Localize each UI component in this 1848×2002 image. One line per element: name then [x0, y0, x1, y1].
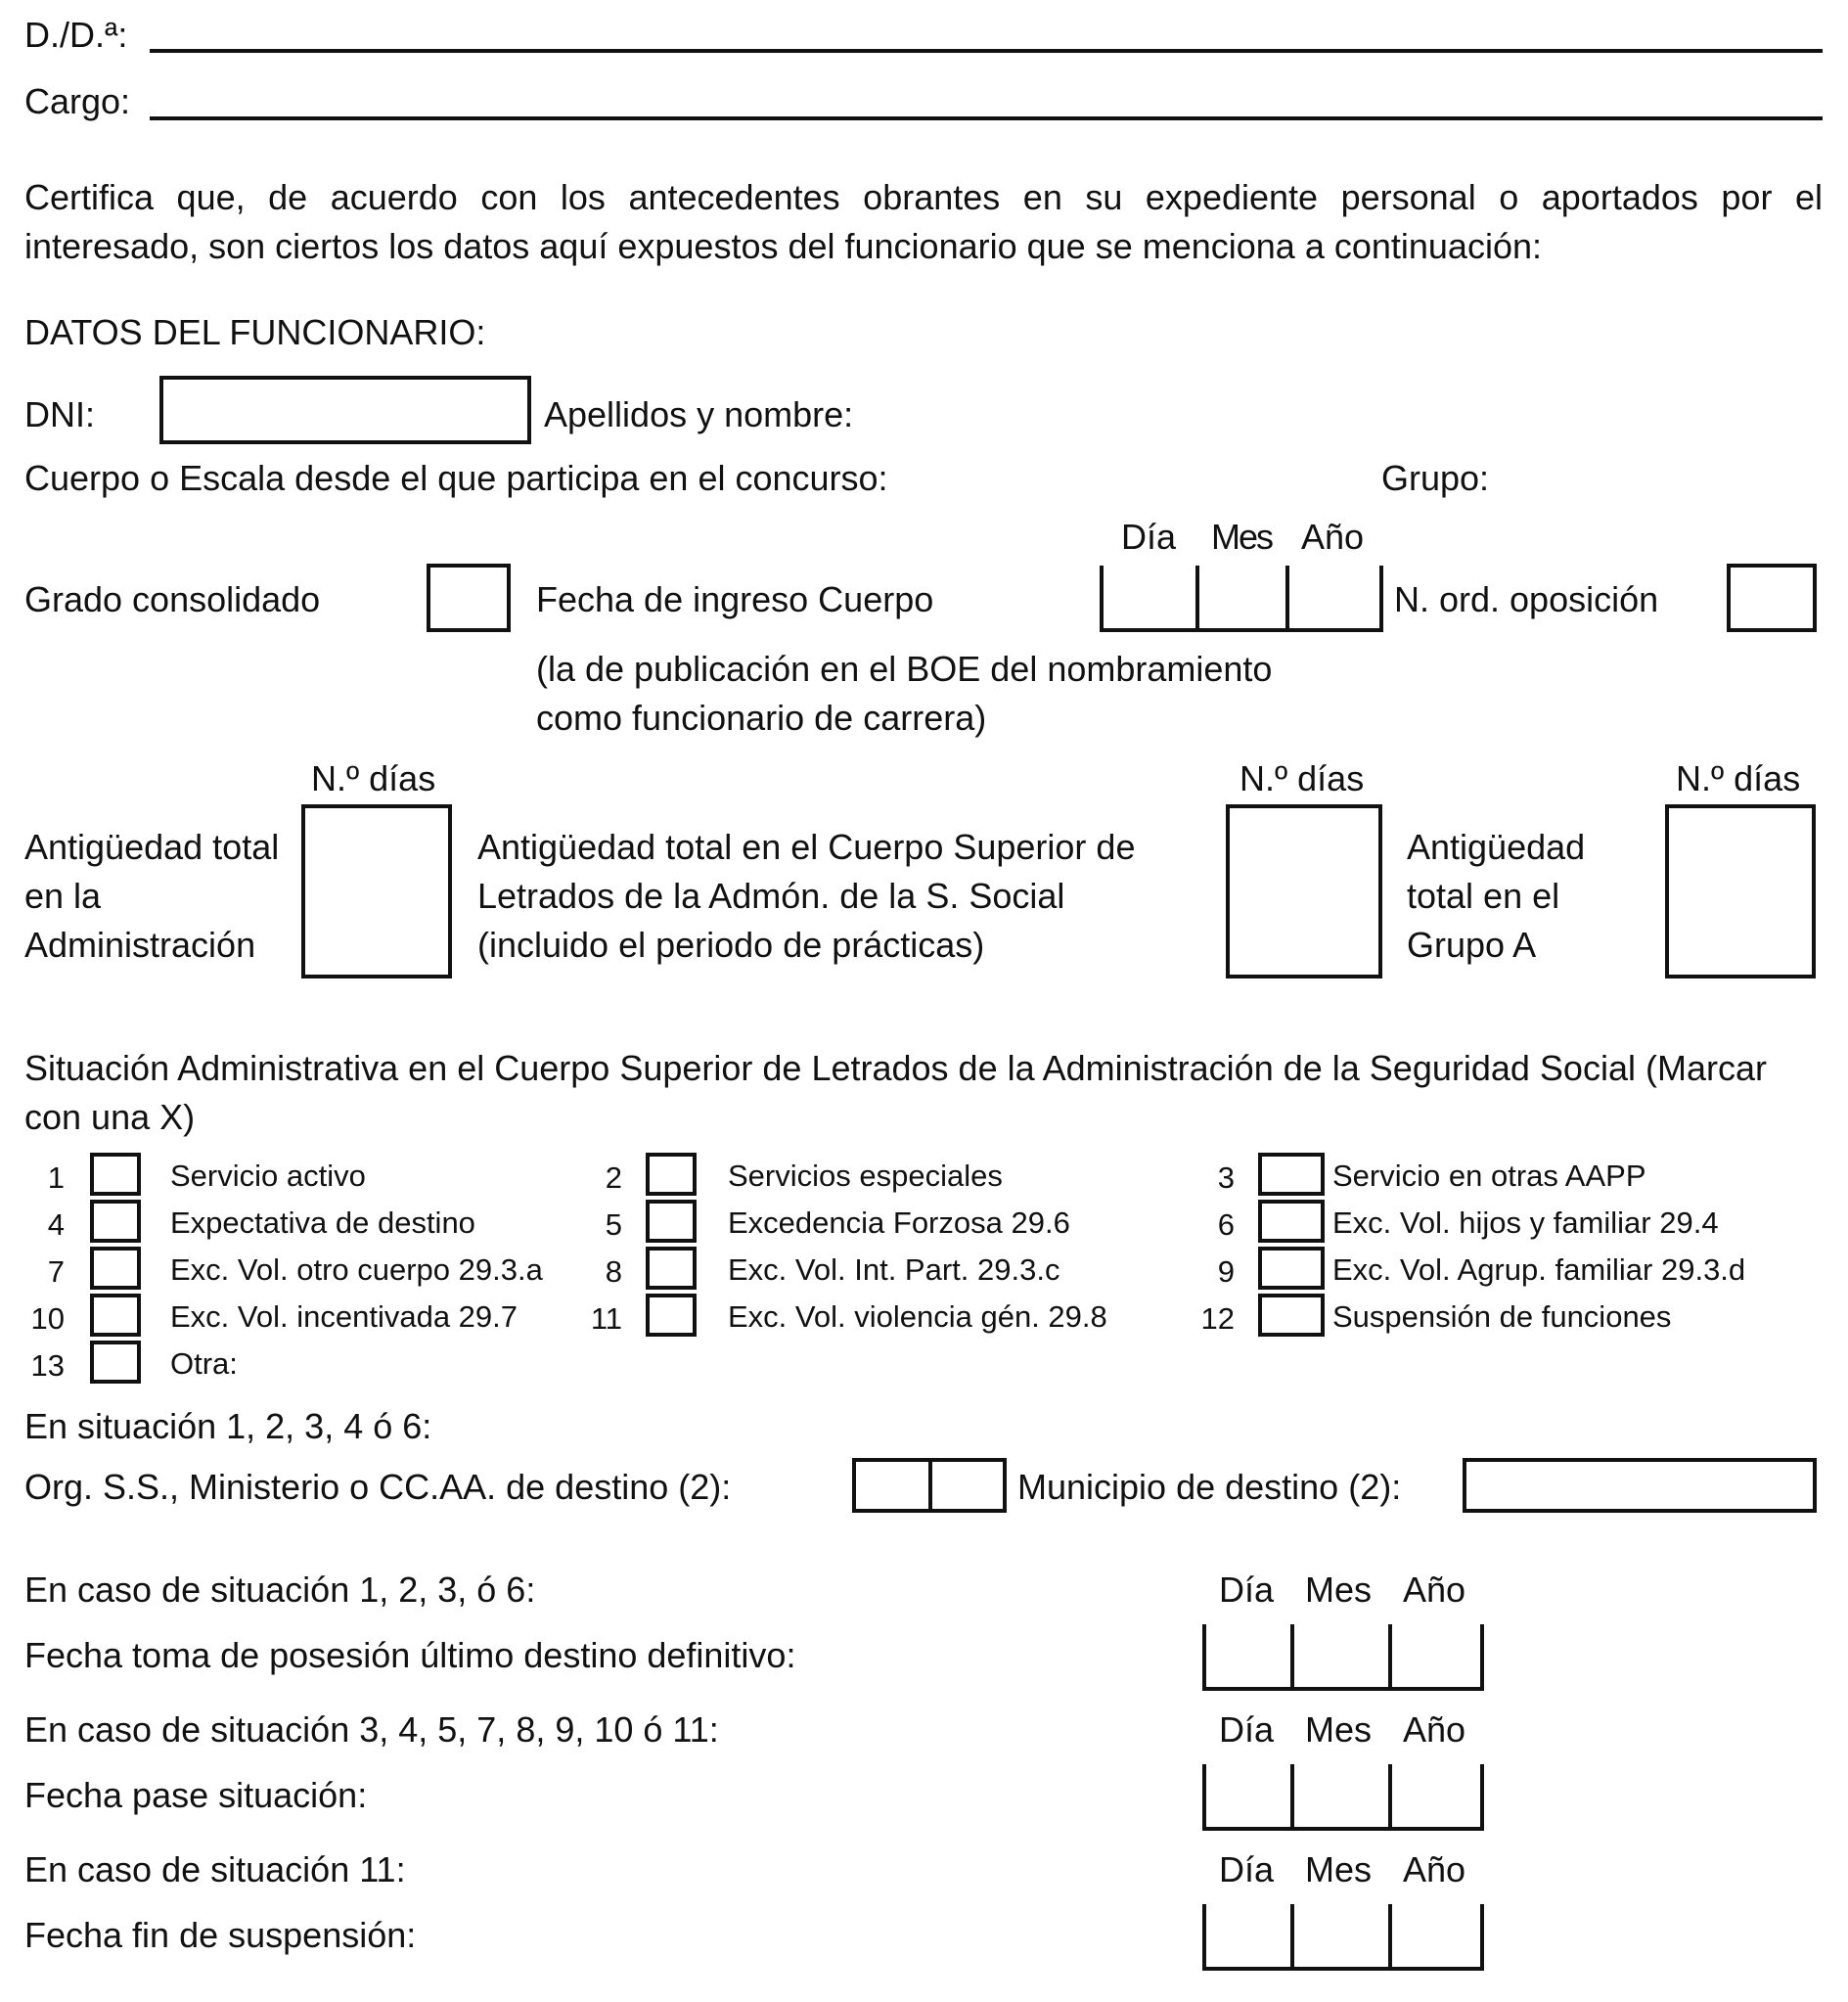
option-number: 7	[47, 1254, 65, 1289]
ingreso-dia-heading: Día	[1121, 517, 1177, 557]
grupo-label: Grupo:	[1381, 458, 1490, 498]
option-label: Exc. Vol. hijos y familiar 29.4	[1332, 1206, 1719, 1240]
option-label: Exc. Vol. incentivada 29.7	[170, 1299, 518, 1334]
option-checkbox[interactable]	[1258, 1247, 1325, 1290]
option-checkbox[interactable]	[90, 1153, 141, 1196]
fecha2-mes-heading: Mes	[1305, 1709, 1373, 1750]
situacion-title-1: Situación Administrativa en el Cuerpo Superior de Letrados de la Administración de la Seguridad Social (Marcar	[24, 1048, 1767, 1088]
apellidos-label: Apellidos y nombre:	[544, 394, 854, 434]
option-label: Expectativa de destino	[170, 1206, 475, 1240]
option-number: 2	[605, 1160, 622, 1195]
grado-label: Grado consolidado	[24, 579, 321, 619]
municipio-field[interactable]	[1463, 1458, 1817, 1513]
ingreso-anio-heading: Año	[1301, 517, 1365, 557]
option-label: Excedencia Forzosa 29.6	[728, 1206, 1070, 1240]
fecha1-mes-heading: Mes	[1305, 1570, 1373, 1610]
fecha3-mes-heading: Mes	[1305, 1849, 1373, 1889]
org-destino-field[interactable]	[852, 1458, 1007, 1513]
option-label: Servicio en otras AAPP	[1332, 1159, 1646, 1193]
option-number: 10	[30, 1301, 65, 1336]
n-dias-heading-admin: N.º días	[311, 758, 436, 798]
certifica-line-1: Certifica que, de acuerdo con los antecedentes obrantes en su expediente personal o aportados por el	[24, 177, 1823, 217]
antig-cuerpo-line-3: (incluido el periodo de prácticas)	[477, 925, 985, 965]
fecha-fin-suspension-field[interactable]	[1202, 1904, 1484, 1971]
dd-label: D./D.ª:	[24, 15, 128, 55]
option-number: 4	[47, 1207, 65, 1242]
caso-1-label: En caso de situación 1, 2, 3, ó 6:	[24, 1570, 536, 1610]
option-checkbox[interactable]	[646, 1200, 697, 1243]
option-label: Exc. Vol. Agrup. familiar 29.3.d	[1332, 1252, 1746, 1287]
fecha-toma-posesion-label: Fecha toma de posesión último destino definitivo:	[24, 1635, 796, 1675]
option-label: Exc. Vol. Int. Part. 29.3.c	[728, 1252, 1060, 1287]
option-number: 8	[605, 1254, 622, 1289]
n-dias-heading-cuerpo: N.º días	[1240, 758, 1365, 798]
fecha-note-2: como funcionario de carrera)	[536, 698, 987, 738]
antig-admin-field[interactable]	[301, 804, 452, 978]
fecha2-anio-heading: Año	[1403, 1709, 1466, 1750]
fecha-pase-label: Fecha pase situación:	[24, 1775, 368, 1815]
n-dias-heading-grupo: N.º días	[1676, 758, 1801, 798]
antig-cuerpo-line-2: Letrados de la Admón. de la S. Social	[477, 876, 1065, 916]
antig-admin-line-1: Antigüedad total	[24, 827, 280, 867]
certifica-line-2: interesado, son ciertos los datos aquí expuestos del funcionario que se menciona a continuación:	[24, 226, 1542, 266]
antig-grupo-line-1: Antigüedad	[1407, 827, 1586, 867]
cuerpo-label: Cuerpo o Escala desde el que participa en el concurso:	[24, 458, 888, 498]
option-label: Exc. Vol. violencia gén. 29.8	[728, 1299, 1107, 1334]
situacion-title-2: con una X)	[24, 1097, 196, 1137]
grado-field[interactable]	[427, 564, 511, 632]
antig-grupo-line-2: total en el	[1407, 876, 1560, 916]
option-number: 6	[1217, 1207, 1235, 1242]
caso-2-label: En caso de situación 3, 4, 5, 7, 8, 9, 10 ó 11:	[24, 1709, 719, 1750]
antig-grupo-field[interactable]	[1665, 804, 1816, 978]
option-number: 3	[1217, 1160, 1235, 1195]
option-checkbox[interactable]	[90, 1200, 141, 1243]
option-label: Servicio activo	[170, 1159, 366, 1193]
fecha1-dia-heading: Día	[1219, 1570, 1275, 1610]
fecha-ingreso-field[interactable]	[1100, 566, 1383, 632]
option-number: 5	[605, 1207, 622, 1242]
municipio-label: Municipio de destino (2):	[1017, 1467, 1402, 1507]
fecha-toma-posesion-field[interactable]	[1202, 1624, 1484, 1691]
option-number: 9	[1217, 1254, 1235, 1289]
antig-cuerpo-field[interactable]	[1226, 804, 1382, 978]
option-label: Exc. Vol. otro cuerpo 29.3.a	[170, 1252, 543, 1287]
org-destino-label: Org. S.S., Ministerio o CC.AA. de destino (2):	[24, 1467, 732, 1507]
option-checkbox[interactable]	[1258, 1153, 1325, 1196]
option-checkbox[interactable]	[90, 1341, 141, 1384]
fecha1-anio-heading: Año	[1403, 1570, 1466, 1610]
caso-3-label: En caso de situación 11:	[24, 1849, 406, 1889]
cargo-input-line[interactable]	[150, 116, 1823, 120]
fecha-fin-suspension-label: Fecha fin de suspensión:	[24, 1915, 417, 1955]
dni-label: DNI:	[24, 394, 95, 434]
option-checkbox[interactable]	[646, 1247, 697, 1290]
n-ord-field[interactable]	[1727, 564, 1817, 632]
fecha2-dia-heading: Día	[1219, 1709, 1275, 1750]
dni-field[interactable]	[159, 376, 531, 444]
n-ord-label: N. ord. oposición	[1394, 579, 1659, 619]
option-checkbox[interactable]	[90, 1294, 141, 1337]
antig-grupo-line-3: Grupo A	[1407, 925, 1537, 965]
option-number: 13	[30, 1348, 65, 1383]
option-checkbox[interactable]	[646, 1153, 697, 1196]
option-label: Servicios especiales	[728, 1159, 1003, 1193]
fecha-ingreso-label: Fecha de ingreso Cuerpo	[536, 579, 934, 619]
fecha-note-1: (la de publicación en el BOE del nombramiento	[536, 649, 1273, 689]
antig-admin-line-3: Administración	[24, 925, 256, 965]
dd-input-line[interactable]	[150, 49, 1823, 53]
option-number: 11	[590, 1301, 622, 1336]
option-checkbox[interactable]	[90, 1247, 141, 1290]
option-checkbox[interactable]	[1258, 1294, 1325, 1337]
option-label: Suspensión de funciones	[1332, 1299, 1672, 1334]
fecha3-anio-heading: Año	[1403, 1849, 1466, 1889]
ingreso-mes-heading: Mes	[1211, 517, 1273, 557]
antig-cuerpo-line-1: Antigüedad total en el Cuerpo Superior de	[477, 827, 1136, 867]
fecha3-dia-heading: Día	[1219, 1849, 1275, 1889]
en-situacion-label: En situación 1, 2, 3, 4 ó 6:	[24, 1406, 432, 1446]
cargo-label: Cargo:	[24, 81, 131, 121]
fecha-pase-field[interactable]	[1202, 1764, 1484, 1831]
antig-admin-line-2: en la	[24, 876, 102, 916]
datos-title: DATOS DEL FUNCIONARIO:	[24, 312, 486, 352]
option-number: 1	[47, 1160, 65, 1195]
option-checkbox[interactable]	[646, 1294, 697, 1337]
option-checkbox[interactable]	[1258, 1200, 1325, 1243]
option-number: 12	[1200, 1301, 1235, 1336]
option-label: Otra:	[170, 1346, 238, 1381]
